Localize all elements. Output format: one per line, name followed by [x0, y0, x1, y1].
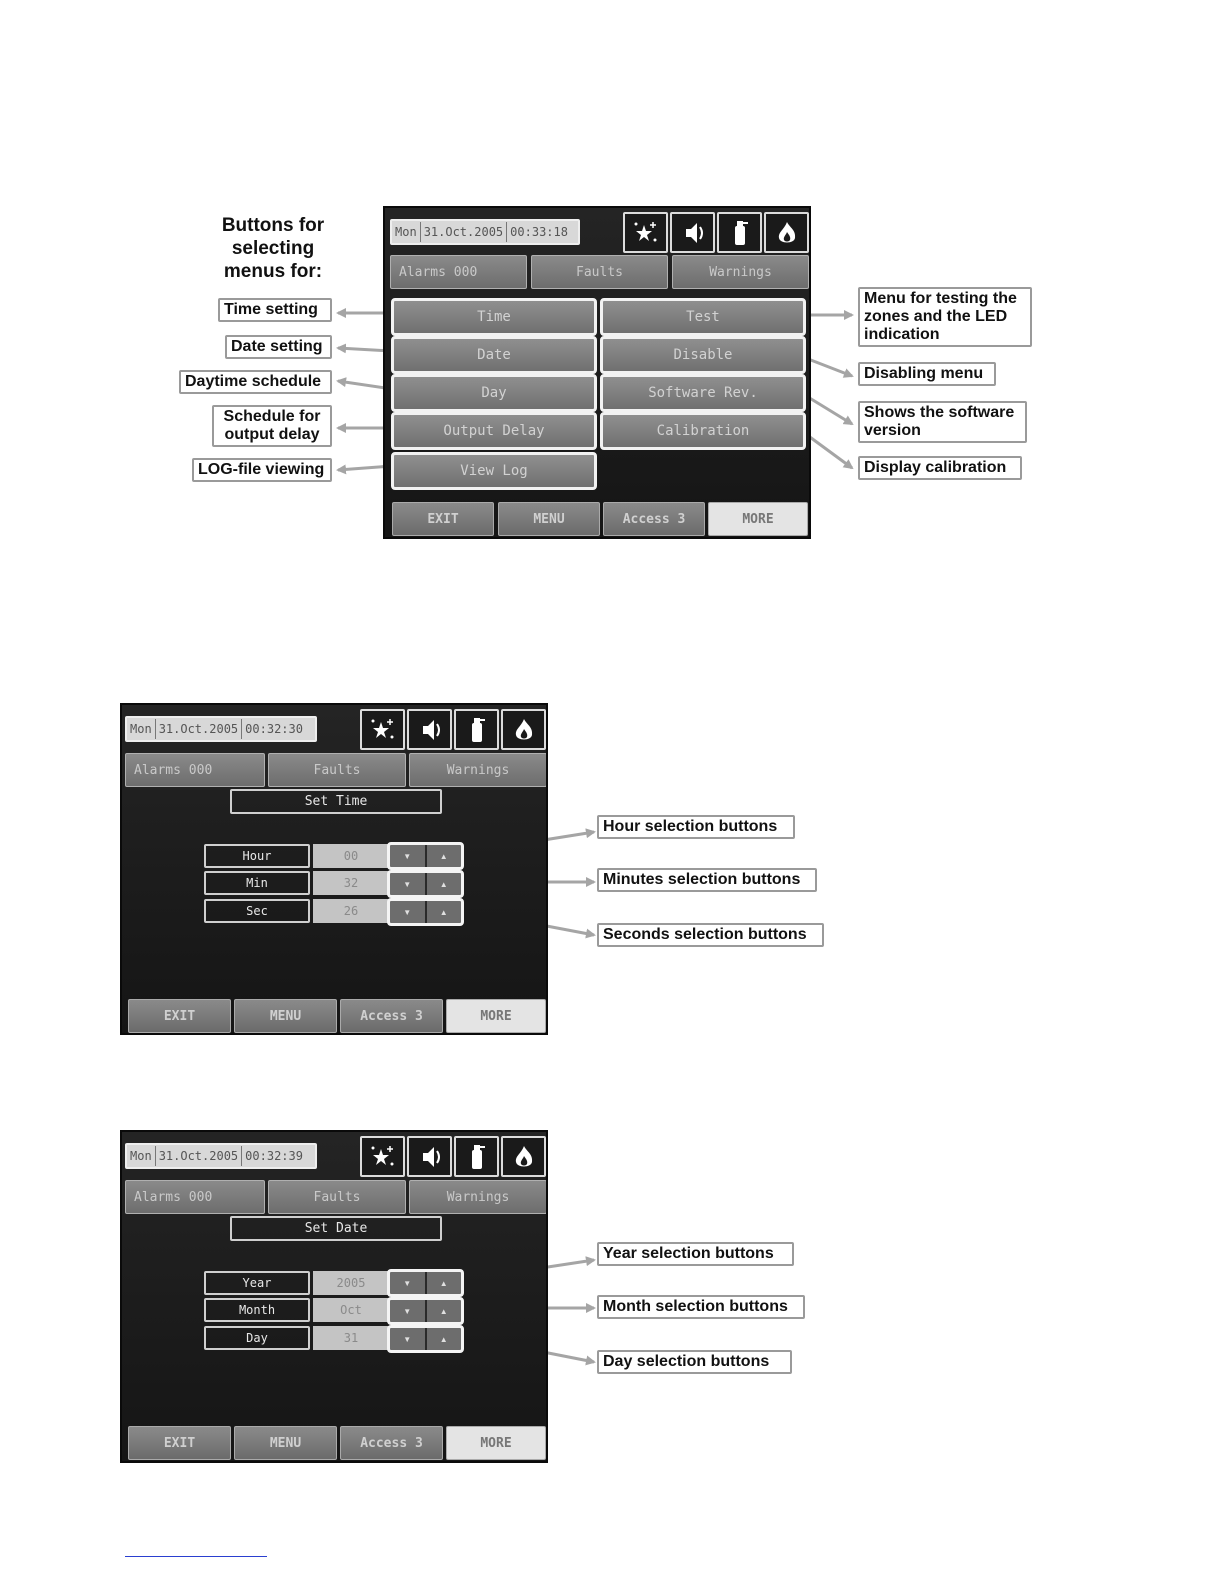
figure-heading: Buttons for selecting menus for: [221, 215, 325, 282]
status-day: Mon [127, 1146, 156, 1166]
tab-faults[interactable]: Faults [268, 1180, 406, 1214]
sparkle-star-icon[interactable] [360, 1136, 405, 1177]
software-rev-button[interactable]: Software Rev. [600, 374, 806, 412]
month-label: Month [204, 1298, 310, 1322]
extinguisher-icon[interactable] [454, 709, 499, 750]
callout-minutes-buttons: Minutes selection buttons [597, 868, 817, 892]
status-datetime [390, 219, 580, 245]
callout-month-buttons: Month selection buttons [597, 1295, 805, 1319]
callout-date-setting: Date setting [225, 335, 332, 359]
more-button[interactable]: MORE [446, 999, 546, 1033]
hour-down-button[interactable]: ▼ [390, 845, 427, 867]
sec-up-button[interactable]: ▲ [439, 907, 448, 917]
sparkle-star-icon[interactable] [623, 212, 668, 253]
tab-warnings[interactable]: Warnings [409, 1180, 547, 1214]
access-button[interactable]: Access 3 [340, 1426, 443, 1460]
callout-hour-buttons: Hour selection buttons [597, 815, 795, 839]
speaker-icon[interactable] [670, 212, 715, 253]
day-stepper[interactable] [387, 1325, 464, 1353]
year-down-button[interactable]: ▼ [390, 1272, 427, 1294]
min-stepper[interactable] [387, 870, 464, 898]
exit-button[interactable]: EXIT [128, 1426, 231, 1460]
callout-time-setting: Time setting [218, 298, 332, 322]
main-menu-screen [383, 206, 811, 539]
callout-log-viewing: LOG-file viewing [192, 458, 332, 482]
status-time: 00:33:18 [510, 225, 568, 239]
time-button[interactable]: Time [391, 298, 597, 336]
more-button[interactable]: MORE [446, 1426, 546, 1460]
set-date-screen [120, 1130, 548, 1463]
min-value: 32 [313, 871, 389, 895]
status-date: 31.Oct.2005 [421, 222, 507, 242]
extinguisher-icon[interactable] [717, 212, 762, 253]
status-date: 31.Oct.2005 [156, 719, 242, 739]
min-label: Min [204, 871, 310, 895]
calibration-button[interactable]: Calibration [600, 412, 806, 450]
set-date-title: Set Date [230, 1216, 442, 1241]
tab-alarms[interactable]: Alarms 000 [390, 255, 527, 289]
hour-value: 00 [313, 844, 389, 868]
fire-icon[interactable] [764, 212, 809, 253]
sec-label: Sec [204, 899, 310, 923]
hour-label: Hour [204, 844, 310, 868]
month-value: Oct [313, 1298, 389, 1322]
exit-button[interactable]: EXIT [128, 999, 231, 1033]
hour-stepper[interactable] [387, 842, 464, 870]
access-button[interactable]: Access 3 [340, 999, 443, 1033]
year-up-button[interactable]: ▲ [439, 1278, 448, 1288]
disable-button[interactable]: Disable [600, 336, 806, 374]
callout-output-delay: Schedule for output delay [212, 405, 332, 447]
sparkle-star-icon[interactable] [360, 709, 405, 750]
exit-button[interactable]: EXIT [392, 502, 494, 536]
month-down-button[interactable]: ▼ [390, 1300, 427, 1322]
status-time: 00:32:30 [245, 722, 303, 736]
sec-stepper[interactable] [387, 898, 464, 926]
tab-faults[interactable]: Faults [531, 255, 668, 289]
sec-value: 26 [313, 899, 389, 923]
callout-software-version: Shows the software version [858, 401, 1027, 443]
year-label: Year [204, 1271, 310, 1295]
fire-icon[interactable] [501, 709, 546, 750]
day-up-button[interactable]: ▲ [439, 1334, 448, 1344]
status-datetime [125, 716, 317, 742]
speaker-icon[interactable] [407, 709, 452, 750]
month-up-button[interactable]: ▲ [439, 1306, 448, 1316]
year-value: 2005 [313, 1271, 389, 1295]
tab-alarms[interactable]: Alarms 000 [125, 753, 265, 787]
tab-alarms[interactable]: Alarms 000 [125, 1180, 265, 1214]
day-button[interactable]: Day [391, 374, 597, 412]
extinguisher-icon[interactable] [454, 1136, 499, 1177]
access-button[interactable]: Access 3 [603, 502, 705, 536]
callout-test-menu: Menu for testing the zones and the LED indication [858, 287, 1032, 347]
callout-seconds-buttons: Seconds selection buttons [597, 923, 824, 947]
status-day: Mon [392, 222, 421, 242]
menu-button[interactable]: MENU [498, 502, 600, 536]
more-button[interactable]: MORE [708, 502, 808, 536]
month-stepper[interactable] [387, 1297, 464, 1325]
callout-display-calibration: Display calibration [858, 456, 1022, 480]
year-stepper[interactable] [387, 1269, 464, 1297]
day-label: Day [204, 1326, 310, 1350]
hour-up-button[interactable]: ▲ [439, 851, 448, 861]
view-log-button[interactable]: View Log [391, 452, 597, 490]
speaker-icon[interactable] [407, 1136, 452, 1177]
day-down-button[interactable]: ▼ [390, 1328, 427, 1350]
day-value: 31 [313, 1326, 389, 1350]
callout-daytime-schedule: Daytime schedule [179, 370, 332, 394]
min-down-button[interactable]: ▼ [390, 873, 427, 895]
sec-down-button[interactable]: ▼ [390, 901, 427, 923]
status-date: 31.Oct.2005 [156, 1146, 242, 1166]
callout-disabling-menu: Disabling menu [858, 362, 996, 386]
status-day: Mon [127, 719, 156, 739]
set-time-title: Set Time [230, 789, 442, 814]
callout-year-buttons: Year selection buttons [597, 1242, 794, 1266]
tab-warnings[interactable]: Warnings [409, 753, 547, 787]
min-up-button[interactable]: ▲ [439, 879, 448, 889]
tab-faults[interactable]: Faults [268, 753, 406, 787]
status-time: 00:32:39 [245, 1149, 303, 1163]
fire-icon[interactable] [501, 1136, 546, 1177]
date-button[interactable]: Date [391, 336, 597, 374]
menu-button[interactable]: MENU [234, 1426, 337, 1460]
tab-warnings[interactable]: Warnings [672, 255, 809, 289]
set-time-screen [120, 703, 548, 1035]
footnote-rule [125, 1556, 267, 1557]
status-datetime [125, 1143, 317, 1169]
callout-day-buttons: Day selection buttons [597, 1350, 792, 1374]
test-button[interactable]: Test [600, 298, 806, 336]
output-delay-button[interactable]: Output Delay [391, 412, 597, 450]
menu-button[interactable]: MENU [234, 999, 337, 1033]
